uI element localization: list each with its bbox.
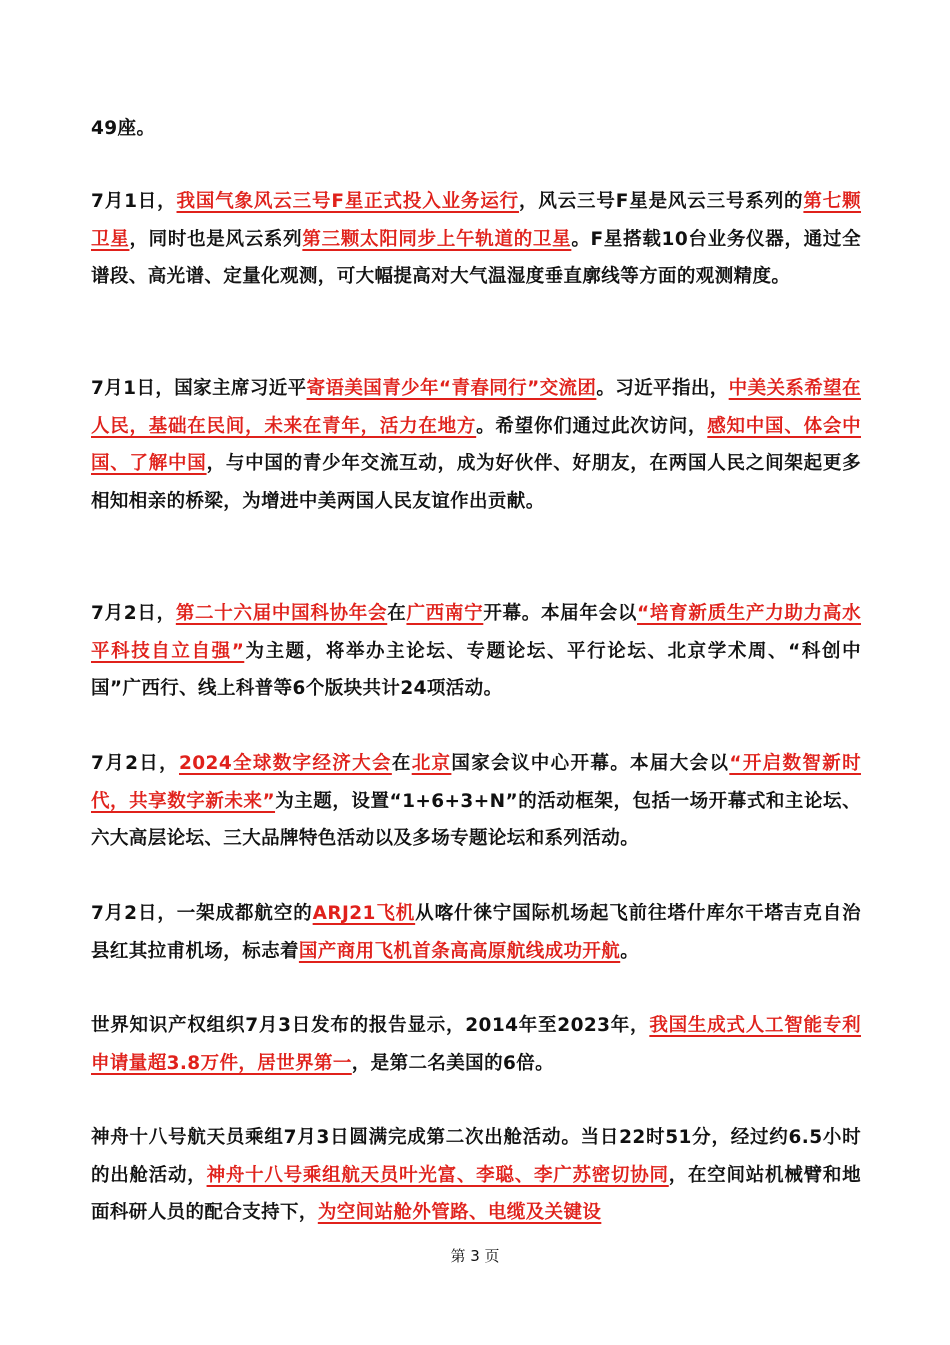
highlighted-text: 寄语美国青少年“青春同行”交流团: [306, 378, 597, 399]
highlighted-text: 国产商用飞机首条高高原航线成功开航: [298, 940, 621, 962]
highlighted-text: “开启数智新时代，共享数字新未来”: [91, 753, 861, 812]
highlighted-text: 广西南宁: [406, 603, 484, 624]
paragraph-5: [91, 745, 861, 858]
paragraph-1: [91, 110, 861, 148]
body-text: 。习近平指出，: [596, 378, 729, 399]
body-text: ，是第二名美国的6倍。: [351, 1052, 555, 1074]
paragraph-8: [91, 1119, 861, 1232]
highlighted-text: 第二十六届中国科协年会: [175, 603, 388, 624]
body-text: 7月2日，: [91, 603, 176, 624]
highlighted-text: 2024全球数字经济大会: [179, 753, 392, 774]
highlighted-text: 第七颗卫星: [91, 191, 862, 250]
body-text: 。希望你们通过此次访问，: [476, 415, 708, 437]
body-text: 世界知识产权组织7月3日发布的报告显示，2014年至2023年，: [91, 1015, 650, 1036]
body-text: 从喀什徕宁国际机场起飞前往塔什库尔干塔吉克自治县红其拉甫机场，标志着: [91, 903, 862, 962]
highlighted-text: “培育新质生产力助力高水平科技自立自强”: [91, 603, 861, 662]
body-text: 49座。: [91, 118, 156, 139]
body-text: 在: [391, 753, 412, 774]
body-text: 开幕。本届年会以: [483, 603, 638, 624]
body-text: 为主题，将举办主论坛、专题论坛、平行论坛、北京学术周、“科创中国”广西行、线上科普等6个版块共计24项活动。: [91, 640, 862, 699]
body-text: 7月2日，一架成都航空的: [91, 903, 313, 924]
highlighted-text: 感知中国、体会中国、了解中国: [91, 415, 861, 474]
body-text: 7月1日，: [91, 191, 177, 212]
body-text: 神舟十八号航天员乘组7月3日圆满完成第二次出舱活动。当日22时51分，经过约6.5小时的出舱活动，: [91, 1127, 861, 1186]
paragraph-3: [91, 370, 861, 520]
body-text: 为主题，设置“1+6+3+N”的活动框架，包括一场开幕式和主论坛、六大高层论坛、三大品牌特色活动以及多场专题论坛和系列活动。: [91, 790, 861, 849]
body-text: ，在空间站机械臂和地面科研人员的配合支持下，: [91, 1164, 861, 1223]
body-text: ，与中国的青少年交流互动，成为好伙伴、好朋友，在两国人民之间架起更多相知相亲的桥梁，为增进中美两国人民友谊作出贡献。: [91, 453, 861, 512]
paragraph-7: [91, 1007, 861, 1082]
body-text: ，同时也是风云系列: [129, 228, 303, 250]
body-text: 国家会议中心开幕。本届大会以: [451, 753, 730, 774]
paragraph-6: [91, 895, 861, 970]
paragraph-4: [91, 595, 861, 708]
paragraph-2: [91, 183, 861, 296]
highlighted-text: 为空间站舱外管路、电缆及关键设: [317, 1202, 602, 1223]
page-number-footer: 第 3 页: [450, 1247, 500, 1265]
highlighted-text: 神舟十八号乘组航天员叶光富、李聪、李广苏密切协同: [206, 1164, 669, 1186]
body-text: 7月1日，国家主席习近平: [91, 378, 307, 399]
body-text: 。: [620, 940, 640, 962]
body-text: 7月2日，: [91, 753, 179, 774]
body-text: ，风云三号F星是风云三号系列的: [518, 191, 804, 212]
highlighted-text: 北京: [411, 753, 452, 774]
highlighted-text: 中美关系希望在人民，基础在民间，未来在青年，活力在地方: [91, 378, 861, 437]
highlighted-text: ARJ21飞机: [312, 903, 416, 924]
body-text: 。F星搭载10台业务仪器，通过全谱段、高光谱、定量化观测，可大幅提高对大气温湿度垂直廓线等方面的观测精度。: [91, 228, 861, 287]
highlighted-text: 我国气象风云三号F星正式投入业务运行: [176, 191, 519, 212]
highlighted-text: 第三颗太阳同步上午轨道的卫星: [302, 228, 572, 250]
highlighted-text: 我国生成式人工智能专利申请量超3.8万件，居世界第一: [91, 1015, 861, 1074]
body-text: 在: [387, 603, 407, 624]
